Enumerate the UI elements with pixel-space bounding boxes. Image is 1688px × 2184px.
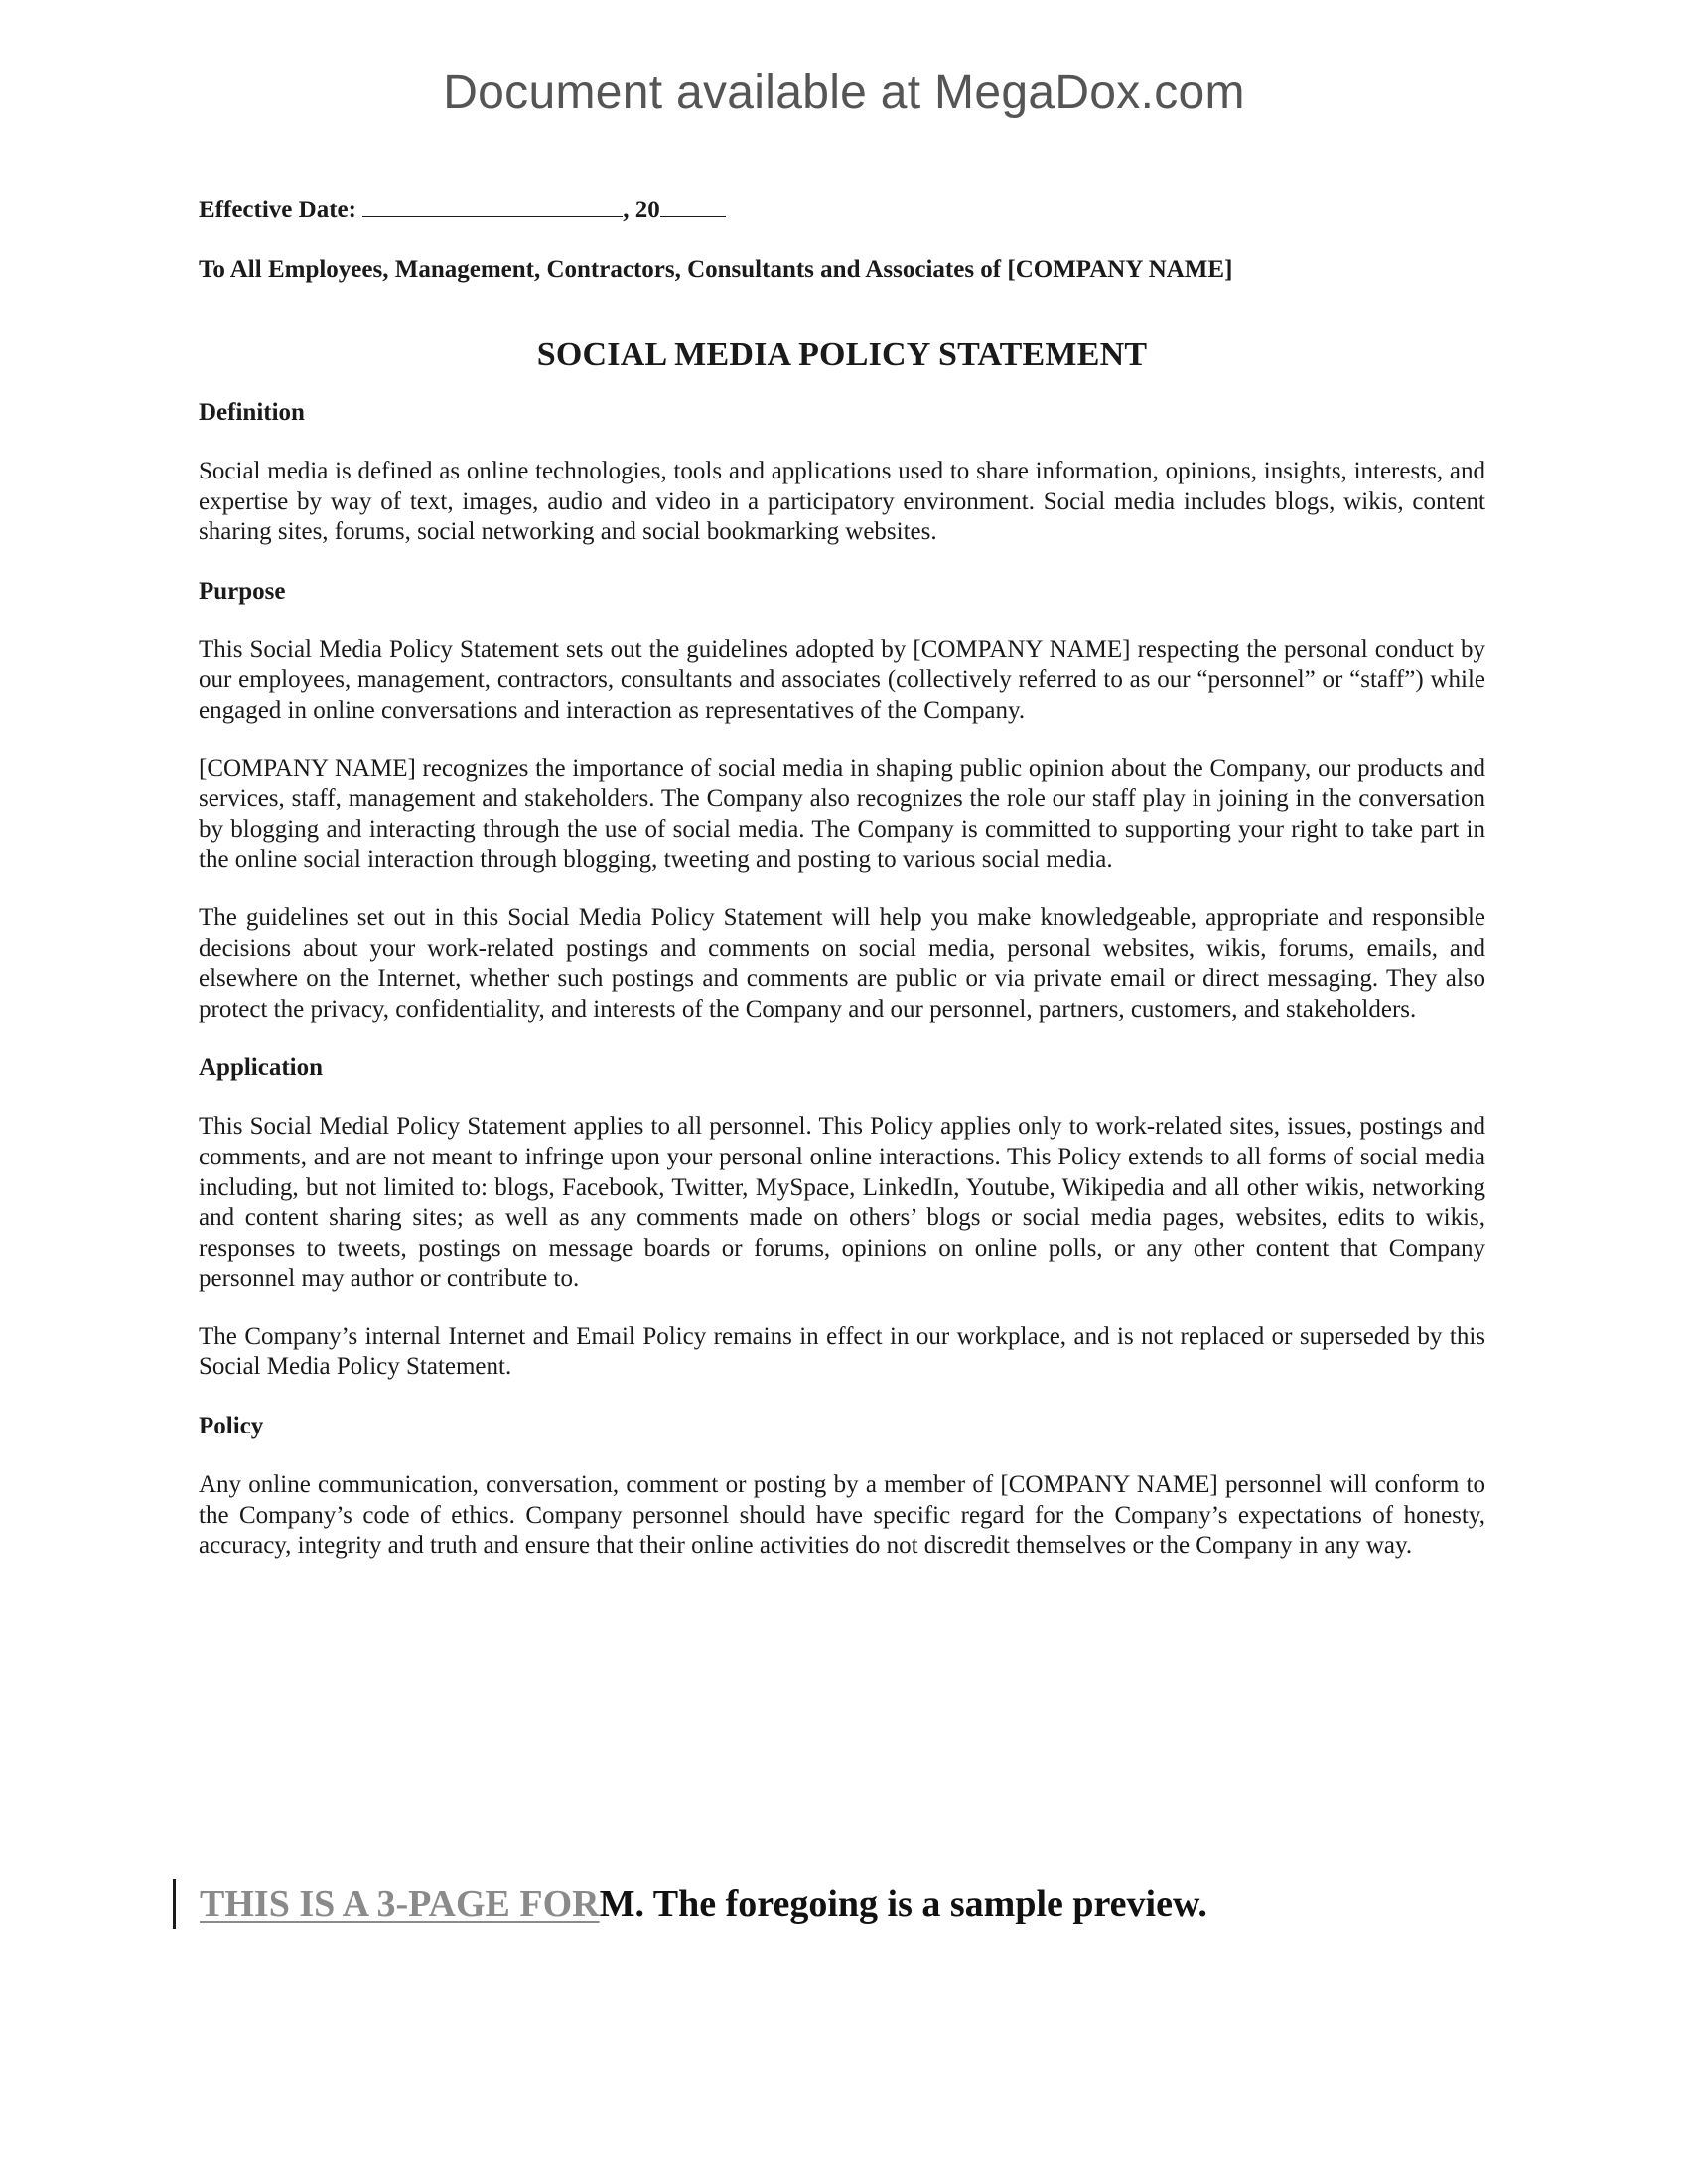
purpose-paragraph-2: [COMPANY NAME] recognizes the importance of social media in shaping public opinion about the Company, our products and services, staff, management and stakeholders. The Company also recognizes the role our staff play in joining in the conversation by blogging and interacting through the use of social media. The Company is committed to supporting your right to take part in the online social interaction through blogging, tweeting and posting to various social media. <box>199 754 1485 874</box>
megadox-banner: Document available at MegaDox.com <box>443 67 1245 119</box>
sample-preview-notice <box>173 1879 1207 1929</box>
effective-year-prefix: , 20 <box>623 197 660 223</box>
application-paragraph-1: This Social Medial Policy Statement applies to all personnel. This Policy applies only to work-related sites, issues, postings and comments, and are not meant to infringe upon your personal online interactions. This Policy extends to all forms of social media including, but not limited to: blogs, Facebook, Twitter, MySpace, LinkedIn, Youtube, Wikipedia and all other wikis, networking and content sharing sites; as well as any comments made on others’ blogs or social media pages, websites, edits to wikis, responses to tweets, postings on message boards or forums, opinions on online polls, or any other content that Company personnel may author or contribute to. <box>199 1113 1485 1293</box>
policy-paragraph: Any online communication, conversation, comment or posting by a member of [COMPANY NAME] personnel will conform to the Company’s code of ethics. Company personnel should have specific regard for the Company’s expectations of honesty, accuracy, integrity and truth and ensure that their online activities do not discredit themselves or the Company in any way. <box>199 1471 1485 1560</box>
document-page <box>199 195 1485 1562</box>
purpose-paragraph-3: The guidelines set out in this Social Media Policy Statement will help you make knowledgeable, appropriate and responsible decisions about your work-related postings and comments on social media, personal websites, wikis, forums, emails, and elsewhere on the Internet, whether such postings and comments are public or via private email or direct messaging. They also protect the privacy, confidentiality, and interests of the Company and our personnel, partners, customers, and stakeholders. <box>199 903 1485 1023</box>
application-heading: Application <box>199 1054 324 1082</box>
purpose-heading: Purpose <box>199 577 286 605</box>
effective-date-line <box>199 195 1485 226</box>
definition-paragraph: Social media is defined as online technologies, tools and applications used to share information, opinions, insights, interests, and expertise by way of text, images, audio and video in a participatory environment. Social media includes blogs, wikis, content sharing sites, forums, social networking and social bookmarking websites. <box>199 458 1485 546</box>
application-paragraph-2: The Company’s internal Internet and Email Policy remains in effect in our workplace, and is not replaced or superseded by this Social Media Policy Statement. <box>199 1322 1485 1381</box>
three-page-form-link[interactable]: THIS IS A 3-PAGE FOR <box>200 1883 600 1925</box>
document-title: SOCIAL MEDIA POLICY STATEMENT <box>536 337 1148 373</box>
purpose-paragraph-1: This Social Media Policy Statement sets out the guidelines adopted by [COMPANY NAME] respecting the personal conduct by our employees, management, contractors, consultants and associates (collectively referred to as our “personnel” or “staff”) while engaged in online conversations and interaction as representatives of the Company. <box>199 635 1485 724</box>
definition-heading: Definition <box>199 399 305 426</box>
policy-heading: Policy <box>199 1413 264 1440</box>
effective-date-blank <box>362 195 623 217</box>
effective-date-label: Effective Date: <box>199 197 356 223</box>
addressee-line: To All Employees, Management, Contractors, Consultants and Associates of [COMPANY NAME] <box>199 256 1233 283</box>
sample-preview-text: M. The foregoing is a sample preview. <box>599 1883 1207 1925</box>
effective-year-blank <box>660 195 726 217</box>
